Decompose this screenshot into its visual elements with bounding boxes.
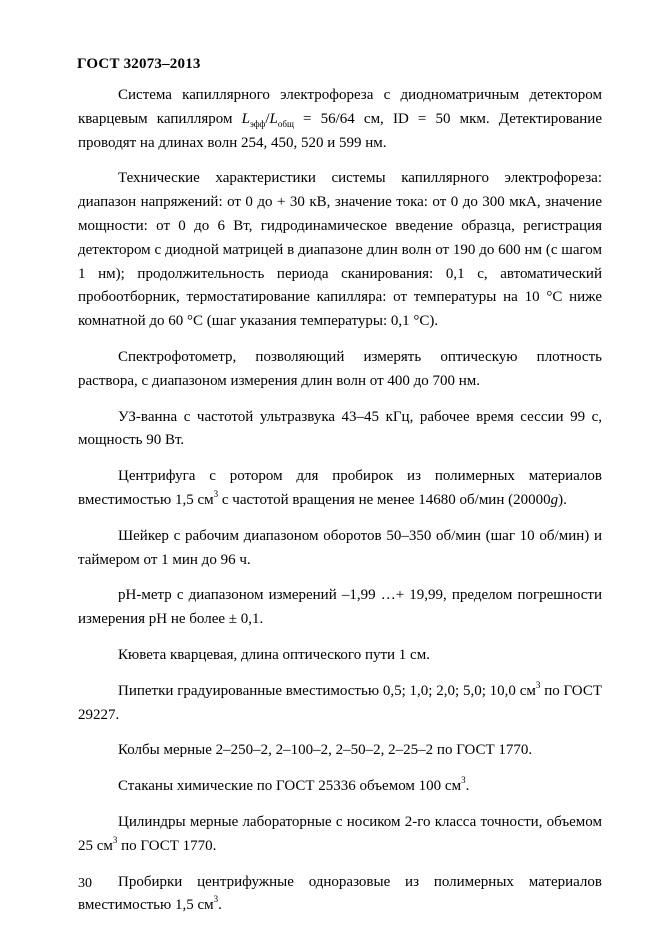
text-span: по ГОСТ 29227. bbox=[78, 682, 602, 723]
text-span: с частотой вращения не менее 14680 об/мин (20000 bbox=[218, 491, 551, 508]
paragraph-ultrasonic-bath: УЗ-ванна с частотой ультразвука 43–45 кГц, рабочее время сессии 99 с, мощность 90 Вт. bbox=[78, 408, 602, 449]
page-number: 30 bbox=[78, 876, 92, 891]
paragraph-cuvette: Кювета кварцевая, длина оптического пути 1 см. bbox=[118, 646, 430, 663]
total-subscript: общ bbox=[277, 118, 294, 129]
superscript: 3 bbox=[213, 894, 219, 905]
superscript: 3 bbox=[461, 775, 466, 786]
text-span: . bbox=[218, 897, 222, 914]
paragraph-ce-specs: Технические характеристики системы капиллярного электрофореза: диапазон напряжений: от 0 до + 30 кВ, значение тока: от 0 до 300 мкА, значение мощности: от 0 до 6 Вт, гидродинамическое введение образца, регистрация детектором с диодной матрицей в диапазоне длин волн от 190 до 600 нм (с шагом 1 нм); продолжительность периода сканирования: 0,1 с, автоматический пробоотборник, термостатирование капилляра: от температуры на 10 °С ниже комнатной до 60 °С (шаг указания температуры: 0,1 °С). bbox=[78, 170, 602, 330]
text-span: Пипетки градуированные вместимостью 0,5; 1,0; 2,0; 5,0; 10,0 см bbox=[118, 682, 536, 699]
g-symbol: g bbox=[550, 491, 559, 508]
superscript: 3 bbox=[112, 834, 118, 845]
text-span: Система капиллярного электрофореза с диодноматричным детектором кварцевым капилляром bbox=[78, 87, 602, 127]
superscript: 3 bbox=[535, 679, 541, 690]
paragraph-flasks: Колбы мерные 2–250–2, 2–100–2, 2–50–2, 2–25–2 по ГОСТ 1770. bbox=[118, 742, 533, 759]
text-span: ). bbox=[558, 491, 567, 508]
paragraph-spectrophotometer: Спектрофотометр, позволяющий измерять оптическую плотность раствора, с диапазоном измерения длин волн от 400 до 700 нм. bbox=[78, 348, 602, 389]
paragraph-cylinders bbox=[78, 811, 602, 859]
text-span: Пробирки центрифужные одноразовые из полимерных материалов вместимостью 1,5 см bbox=[78, 873, 602, 914]
text-span: по ГОСТ 1770. bbox=[117, 837, 217, 854]
paragraph-centrifuge-tubes bbox=[78, 871, 602, 919]
document-code-header: ГОСТ 32073–2013 bbox=[77, 56, 201, 72]
paragraph-ce-system bbox=[78, 84, 602, 155]
text-span: . bbox=[465, 778, 470, 795]
eff-subscript: эфф bbox=[249, 118, 266, 129]
text-span: = 56/64 см, ID = 50 мкм. Детектирование проводят на длинах волн 254, 450, 520 и 599 нм. bbox=[78, 110, 602, 151]
paragraph-shaker: Шейкер с рабочим диапазоном оборотов 50–350 об/мин (шаг 10 об/мин) и таймером от 1 мин до 96 ч. bbox=[78, 527, 602, 568]
paragraph-beakers bbox=[78, 775, 602, 799]
document-body bbox=[78, 84, 602, 918]
text-span: Центрифуга с ротором для пробирок из полимерных материалов вместимостью 1,5 см bbox=[78, 468, 602, 508]
superscript: 3 bbox=[213, 488, 219, 499]
paragraph-ph-meter: рН-метр с диапазоном измерений –1,99 …+ 19,99, пределом погрешности измерения рН не более ± 0,1. bbox=[78, 587, 602, 628]
text-span: Стаканы химические по ГОСТ 25336 объемом 100 см bbox=[118, 778, 462, 795]
l-symbol: L bbox=[241, 110, 250, 127]
text-span: Цилиндры мерные лабораторные с носиком 2-го класса точности, объемом 25 см bbox=[78, 813, 602, 854]
l-symbol: L bbox=[269, 110, 278, 127]
paragraph-pipettes bbox=[78, 680, 602, 728]
paragraph-centrifuge bbox=[78, 465, 602, 513]
text-span: / bbox=[265, 110, 270, 127]
